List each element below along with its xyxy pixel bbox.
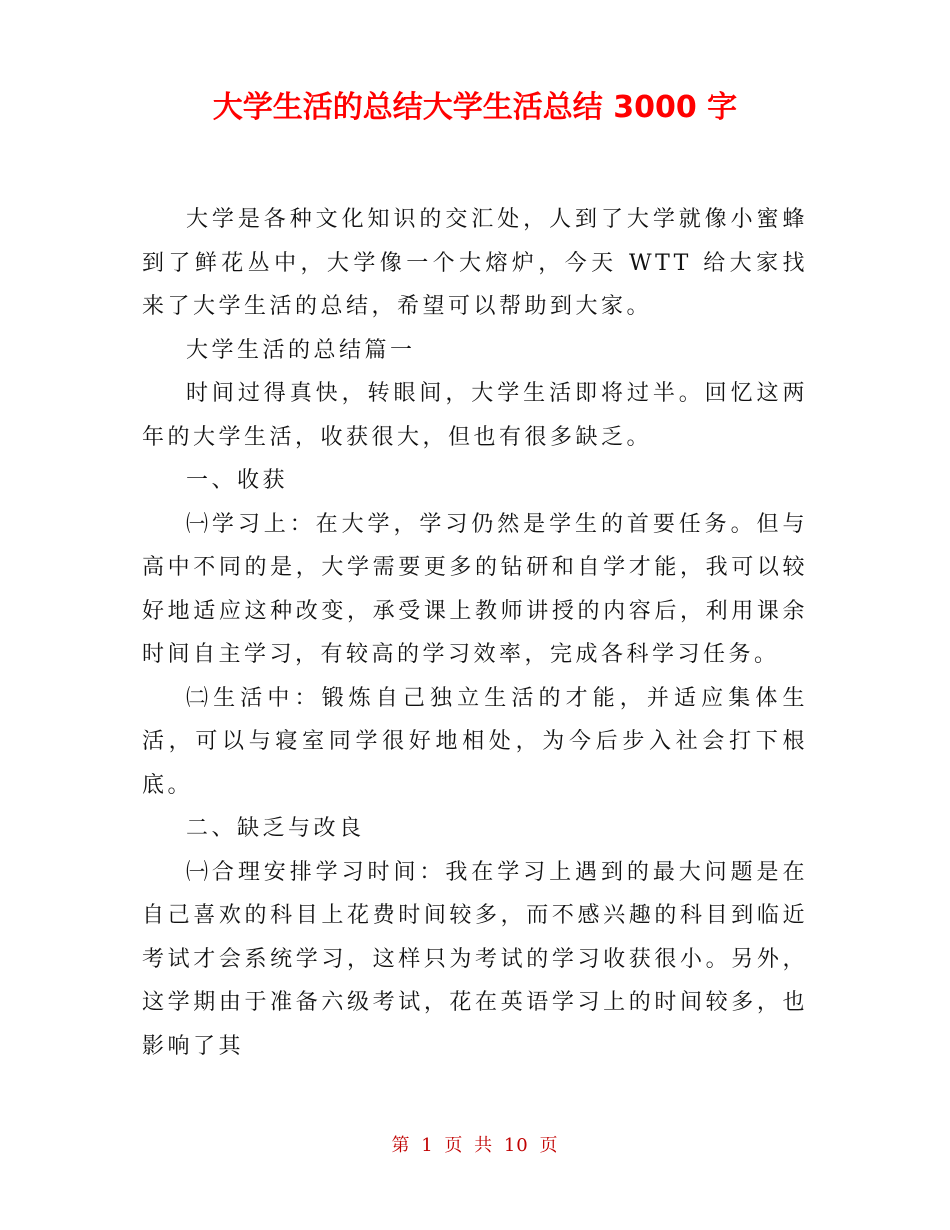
paragraph-life: ㈡生活中：锻炼自己独立生活的才能，并适应集体生活，可以与寝室同学很好地相处，为今后步入社会打下根底。 bbox=[142, 685, 808, 798]
paragraph-heading-gains: 一、收获 bbox=[186, 468, 289, 493]
paragraph-section-heading: 大学生活的总结篇一 bbox=[186, 337, 416, 363]
document-title: 大学生活的总结大学生活总结 3000 字 bbox=[212, 90, 738, 125]
paragraph-time-management: ㈠合理安排学习时间：我在学习上遇到的最大问题是在自己喜欢的科目上花费时间较多，而不感兴趣的科目到临近考试才会系统学习，这样只为考试的学习收获很小。另外，这学期由于准备六级考试，花在英语学习上的时间较多，也影响了其 bbox=[142, 859, 808, 1059]
paragraph-overview: 时间过得真快，转眼间，大学生活即将过半。回忆这两年的大学生活，收获很大，但也有很多缺乏。 bbox=[142, 381, 808, 450]
paragraph-study: ㈠学习上：在大学，学习仍然是学生的首要任务。但与高中不同的是，大学需要更多的钻研和自学才能，我可以较好地适应这种改变，承受课上教师讲授的内容后，利用课余时间自主学习，有较高的学习效率，完成各科学习任务。 bbox=[142, 511, 808, 667]
document-body bbox=[142, 198, 808, 1068]
page-footer: 第 1 页 共 10 页 bbox=[391, 1135, 559, 1156]
paragraph-heading-shortcomings: 二、缺乏与改良 bbox=[186, 816, 365, 841]
paragraph-intro: 大学是各种文化知识的交汇处，人到了大学就像小蜜蜂到了鲜花丛中，大学像一个大熔炉，今天 WTT 给大家找来了大学生活的总结，希望可以帮助到大家。 bbox=[142, 207, 808, 319]
